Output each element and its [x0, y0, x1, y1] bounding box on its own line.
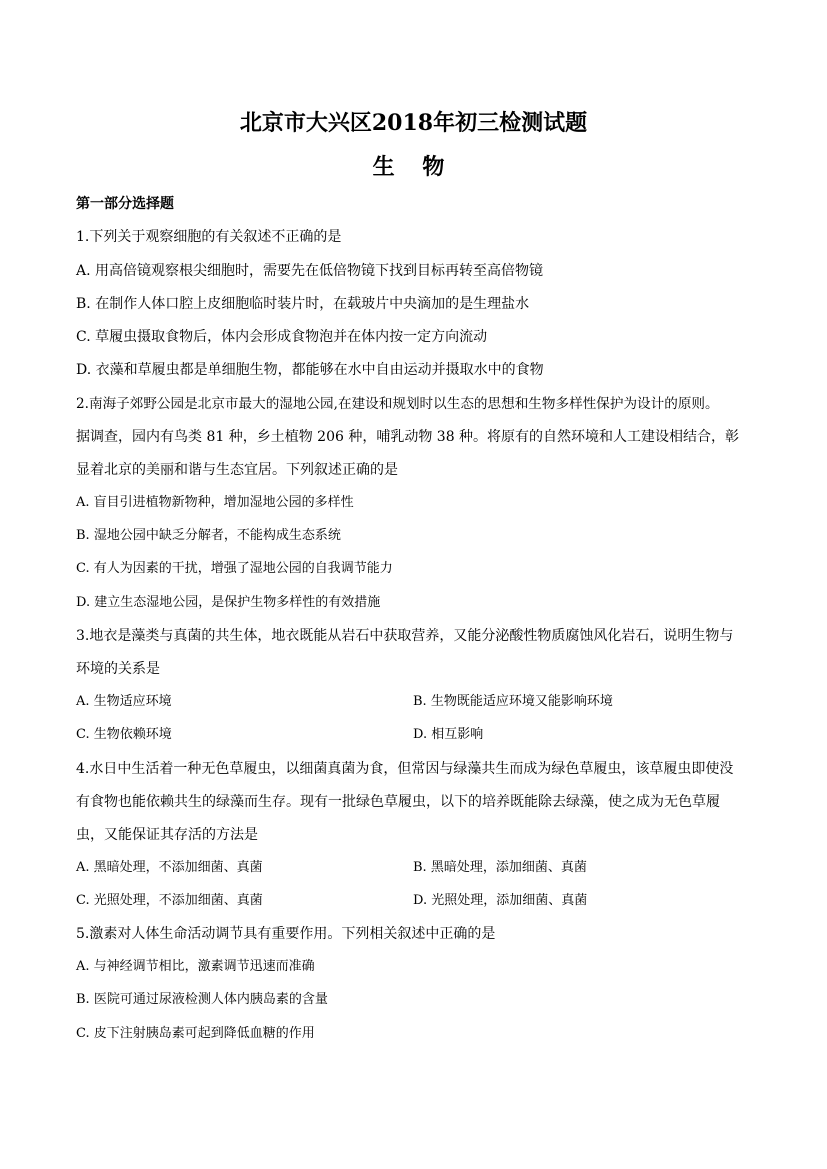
question-3-option-c: C. 生物依赖环境 [76, 727, 172, 742]
question-2-option-d: D. 建立生态湿地公园，是保护生物多样性的有效措施 [76, 595, 381, 610]
question-2-stem-line-2: 据调查，园内有鸟类 81 种，乡土植物 206 种，哺乳动物 38 种。将原有的自然环境和人工建设相结合，彰 [76, 429, 740, 445]
question-2-option-c: C. 有人为因素的干扰，增强了湿地公园的自我调节能力 [76, 561, 393, 576]
question-1-option-a: A. 用高倍镜观察根尖细胞时，需要先在低倍物镜下找到目标再转至高倍物镜 [76, 263, 544, 279]
question-4-option-d: D. 光照处理，添加细菌、真菌 [413, 893, 588, 908]
question-5-option-a: A. 与神经调节相比，激素调节迅速而准确 [76, 959, 315, 974]
question-3-option-b: B. 生物既能适应环境又能影响环境 [413, 694, 613, 709]
question-4-stem-line-2: 有食物也能依赖共生的绿藻而生存。现有一批绿色草履虫，以下的培养既能除去绿藻，使之成为无色草履 [76, 794, 720, 810]
question-2-stem-line-3: 显着北京的美丽和谐与生态宜居。下列叙述正确的是 [76, 462, 398, 478]
exam-title: 北京市大兴区2018年初三检测试题 [239, 110, 588, 136]
subject-title: 生 物 [372, 154, 455, 180]
question-5-option-b: B. 医院可通过尿液检测人体内胰岛素的含量 [76, 992, 328, 1007]
question-3-stem-line-1: 3.地衣是藻类与真菌的共生体，地衣既能从岩石中获取营养，又能分泌酸性物质腐蚀风化岩石，说明生物与 [76, 628, 734, 644]
question-1-option-c: C. 草履虫摄取食物后，体内会形成食物泡并在体内按一定方向流动 [76, 329, 488, 345]
question-4-option-c: C. 光照处理，不添加细菌、真菌 [76, 893, 263, 908]
question-3-stem-line-2: 环境的关系是 [76, 661, 160, 677]
question-2-option-b: B. 湿地公园中缺乏分解者，不能构成生态系统 [76, 528, 341, 543]
question-5-stem: 5.激素对人体生命活动调节具有重要作用。下列相关叙述中正确的是 [76, 926, 496, 942]
question-3-option-d: D. 相互影响 [413, 727, 484, 742]
section-heading: 第一部分选择题 [76, 196, 174, 212]
question-4-option-b: B. 黑暗处理，添加细菌、真菌 [413, 860, 587, 875]
question-3-option-a: A. 生物适应环境 [76, 694, 172, 709]
question-2-option-a: A. 盲目引进植物新物种，增加湿地公园的多样性 [76, 495, 354, 510]
question-4-stem-line-3: 虫，又能保证其存活的方法是 [76, 827, 258, 843]
question-2-stem-line-1: 2.南海子郊野公园是北京市最大的湿地公园,在建设和规划时以生态的思想和生物多样性保护为设计的原则。 [76, 396, 719, 412]
question-1-option-b: B. 在制作人体口腔上皮细胞临时装片时，在载玻片中央滴加的是生理盐水 [76, 296, 530, 312]
question-1-option-d: D. 衣藻和草履虫都是单细胞生物，都能够在水中自由运动并摄取水中的食物 [76, 362, 544, 378]
question-1-stem: 1.下列关于观察细胞的有关叙述不正确的是 [76, 229, 342, 245]
question-5-option-c: C. 皮下注射胰岛素可起到降低血糖的作用 [76, 1026, 315, 1041]
question-4-stem-line-1: 4.水日中生活着一种无色草履虫，以细菌真菌为食，但常因与绿藻共生而成为绿色草履虫，该草履虫即使没 [76, 761, 734, 777]
question-4-option-a: A. 黑暗处理，不添加细菌、真菌 [76, 860, 263, 875]
